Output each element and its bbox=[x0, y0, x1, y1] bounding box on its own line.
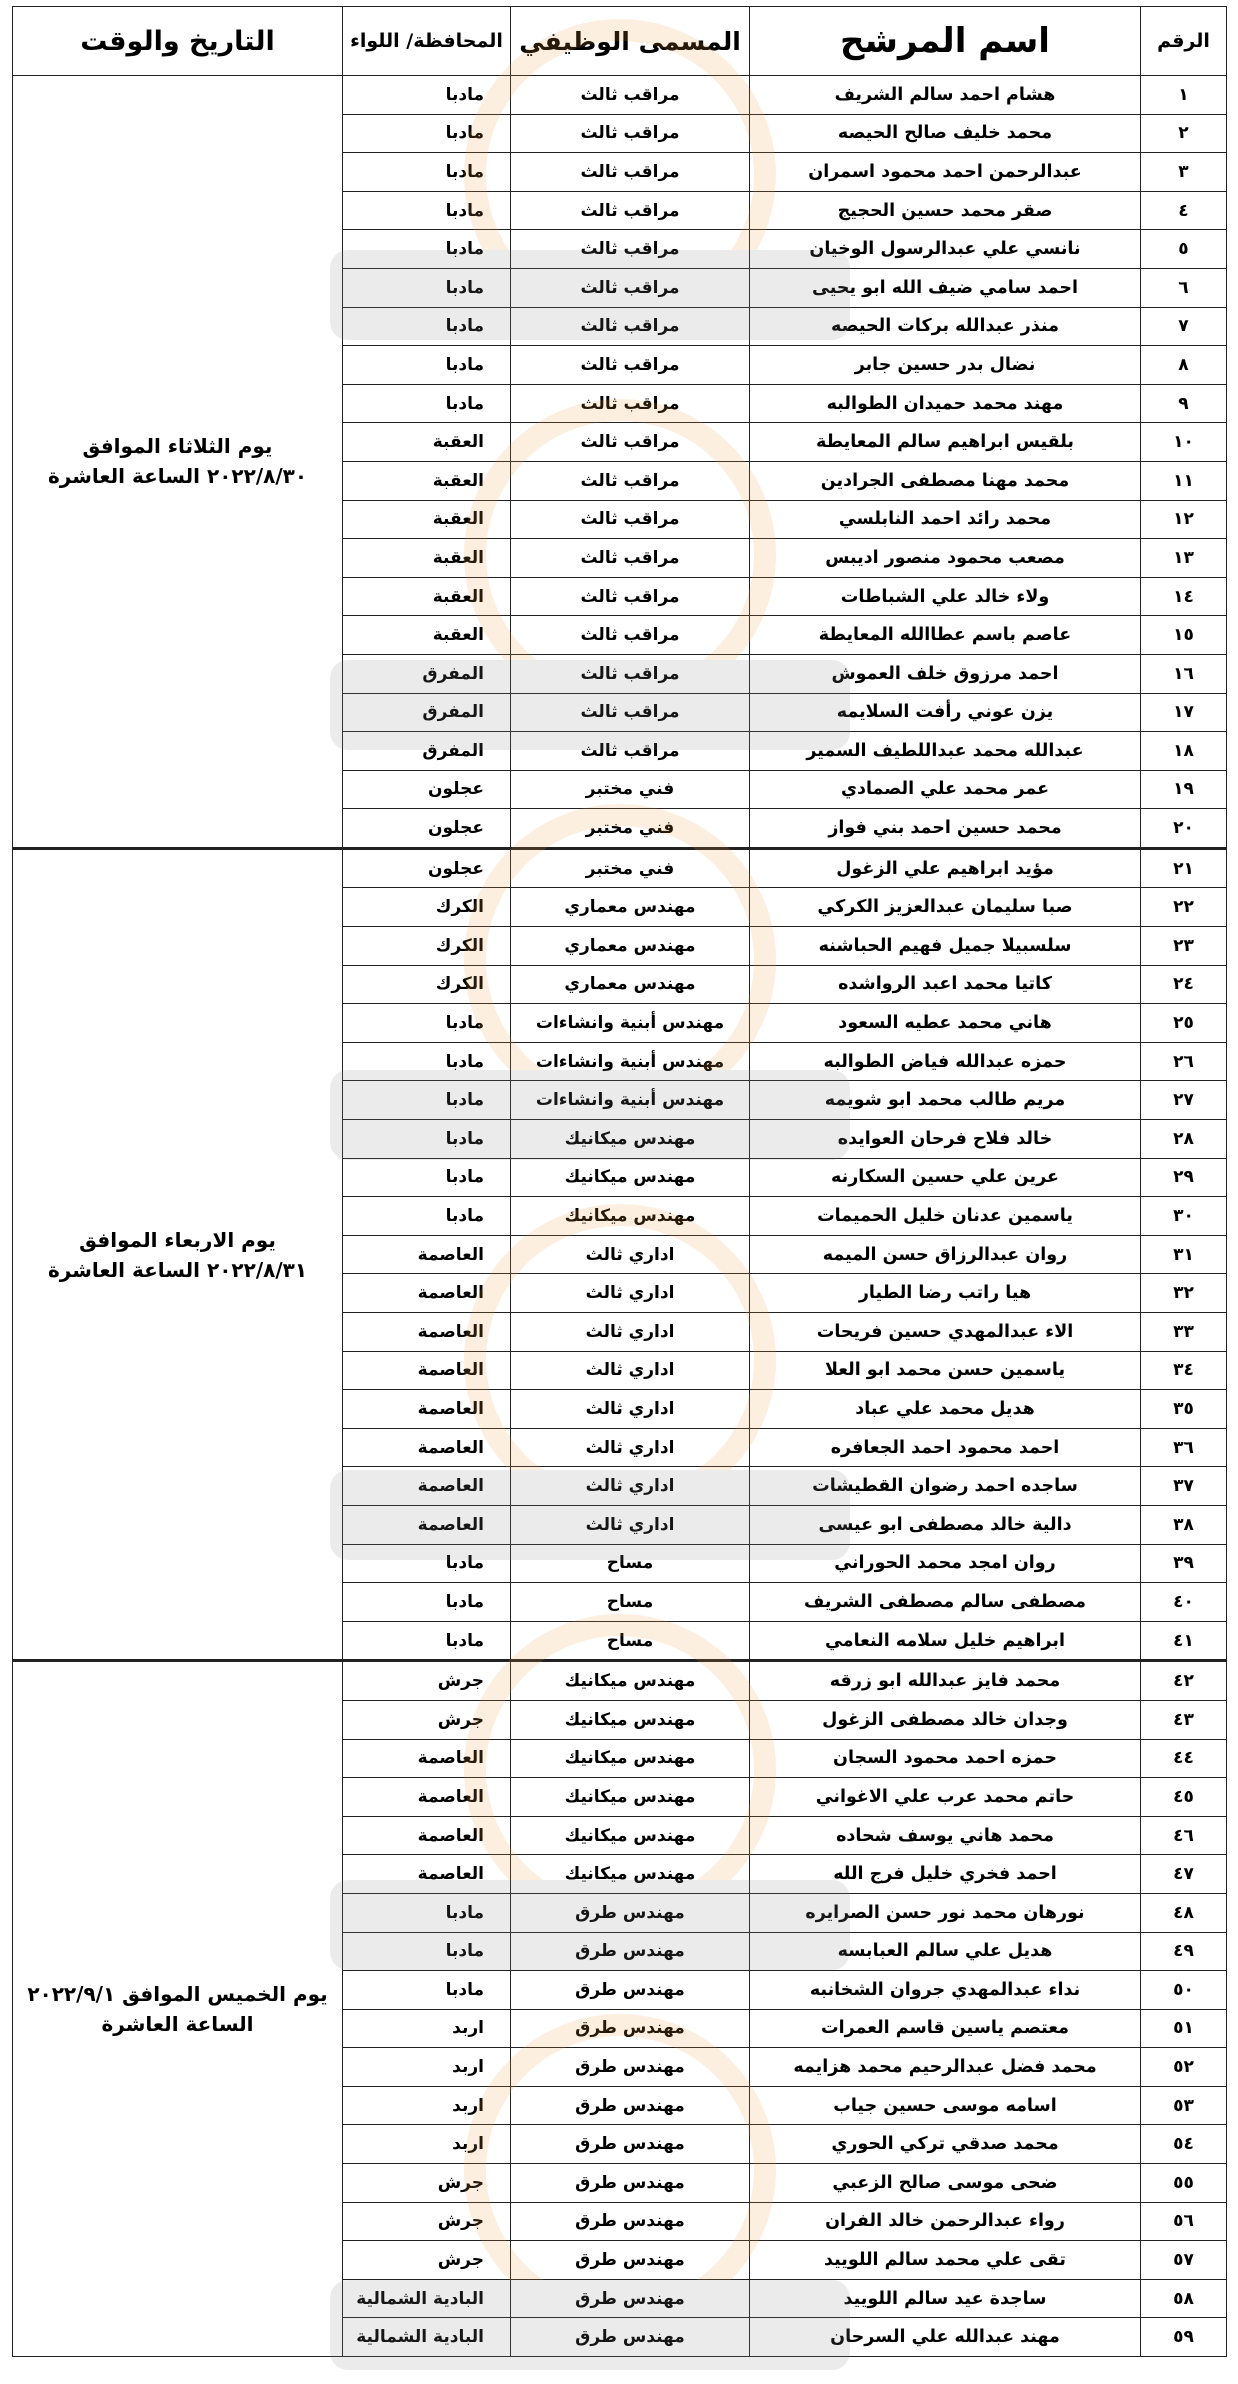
job-title: اداري ثالث bbox=[511, 1390, 750, 1429]
governorate: مادبا bbox=[343, 1621, 511, 1661]
job-title: مهندس أبنية وانشاءات bbox=[511, 1081, 750, 1120]
job-title: مراقب ثالث bbox=[511, 76, 750, 115]
governorate: مادبا bbox=[343, 1081, 511, 1120]
job-title: اداري ثالث bbox=[511, 1428, 750, 1467]
candidate-name: رواء عبدالرحمن خالد الفران bbox=[750, 2202, 1141, 2241]
candidate-name: هاني محمد عطيه السعود bbox=[750, 1004, 1141, 1043]
row-number: ٤٤ bbox=[1141, 1739, 1227, 1778]
table-row bbox=[13, 76, 1227, 115]
governorate: اربد bbox=[343, 2048, 511, 2087]
job-title: مهندس طرق bbox=[511, 1971, 750, 2010]
candidate-name: عاصم باسم عطاالله المعايطة bbox=[750, 616, 1141, 655]
row-number: ٥٨ bbox=[1141, 2279, 1227, 2318]
job-title: مهندس ميكانيك bbox=[511, 1661, 750, 1701]
candidate-name: صبا سليمان عبدالعزيز الكركي bbox=[750, 888, 1141, 927]
candidate-name: محمد خليف صالح الحيصه bbox=[750, 114, 1141, 153]
job-title: مهندس معماري bbox=[511, 927, 750, 966]
governorate: اربد bbox=[343, 2086, 511, 2125]
job-title: مهندس طرق bbox=[511, 2009, 750, 2048]
job-title: مراقب ثالث bbox=[511, 268, 750, 307]
row-number: ٣٨ bbox=[1141, 1505, 1227, 1544]
governorate: جرش bbox=[343, 2164, 511, 2203]
candidate-name: بلقيس ابراهيم سالم المعايطة bbox=[750, 423, 1141, 462]
governorate: مادبا bbox=[343, 1544, 511, 1583]
row-number: ١٩ bbox=[1141, 770, 1227, 809]
job-title: مراقب ثالث bbox=[511, 307, 750, 346]
governorate: العاصمة bbox=[343, 1855, 511, 1894]
row-number: ٤٧ bbox=[1141, 1855, 1227, 1894]
candidate-name: ساجدة عيد سالم اللوييد bbox=[750, 2279, 1141, 2318]
job-title: اداري ثالث bbox=[511, 1235, 750, 1274]
candidate-name: ضحى موسى صالح الزعبي bbox=[750, 2164, 1141, 2203]
job-title: اداري ثالث bbox=[511, 1467, 750, 1506]
candidate-name: محمد فايز عبدالله ابو زرقه bbox=[750, 1661, 1141, 1701]
job-title: مهندس ميكانيك bbox=[511, 1120, 750, 1159]
job-title: اداري ثالث bbox=[511, 1351, 750, 1390]
candidate-name: محمد حسين احمد بني فواز bbox=[750, 809, 1141, 849]
governorate: العاصمة bbox=[343, 1428, 511, 1467]
row-number: ١٨ bbox=[1141, 732, 1227, 771]
candidate-name: يزن عوني رأفت السلايمه bbox=[750, 693, 1141, 732]
job-title: مراقب ثالث bbox=[511, 346, 750, 385]
candidate-name: مصعب محمود منصور اديبس bbox=[750, 539, 1141, 578]
row-number: ٤ bbox=[1141, 191, 1227, 230]
governorate: الكرك bbox=[343, 927, 511, 966]
candidate-name: محمد صدقي تركي الحوري bbox=[750, 2125, 1141, 2164]
governorate: مادبا bbox=[343, 1197, 511, 1236]
exam-date-time bbox=[13, 1661, 343, 2357]
candidate-name: احمد مرزوق خلف العموش bbox=[750, 654, 1141, 693]
job-title: مراقب ثالث bbox=[511, 500, 750, 539]
row-number: ٥٣ bbox=[1141, 2086, 1227, 2125]
candidate-name: محمد فضل عبدالرحيم محمد هزايمه bbox=[750, 2048, 1141, 2087]
governorate: الكرك bbox=[343, 965, 511, 1004]
row-number: ٣٥ bbox=[1141, 1390, 1227, 1429]
candidate-name: عبدالرحمن احمد محمود اسمران bbox=[750, 153, 1141, 192]
row-number: ٢٦ bbox=[1141, 1042, 1227, 1081]
job-title: مراقب ثالث bbox=[511, 654, 750, 693]
header-date-time: التاريخ والوقت bbox=[13, 7, 343, 76]
governorate: العاصمة bbox=[343, 1778, 511, 1817]
governorate: المفرق bbox=[343, 654, 511, 693]
job-title: مراقب ثالث bbox=[511, 693, 750, 732]
candidate-name: صقر محمد حسين الحجيج bbox=[750, 191, 1141, 230]
candidate-name: خالد فلاح فرحان العوايده bbox=[750, 1120, 1141, 1159]
row-number: ١٥ bbox=[1141, 616, 1227, 655]
row-number: ٥٢ bbox=[1141, 2048, 1227, 2087]
row-number: ٢ bbox=[1141, 114, 1227, 153]
row-number: ٥٥ bbox=[1141, 2164, 1227, 2203]
governorate: مادبا bbox=[343, 1042, 511, 1081]
job-title: مهندس ميكانيك bbox=[511, 1158, 750, 1197]
job-title: مساح bbox=[511, 1544, 750, 1583]
governorate: العقبة bbox=[343, 461, 511, 500]
exam-date-line-2: ٢٠٢٢/٨/٣١ الساعة العاشرة bbox=[47, 1257, 308, 1282]
row-number: ١٢ bbox=[1141, 500, 1227, 539]
candidate-name: محمد هاني يوسف شحاده bbox=[750, 1816, 1141, 1855]
candidate-name: مؤيد ابراهيم علي الزغول bbox=[750, 848, 1141, 888]
row-number: ٢٨ bbox=[1141, 1120, 1227, 1159]
governorate: المفرق bbox=[343, 693, 511, 732]
candidate-name: روان امجد محمد الحوراني bbox=[750, 1544, 1141, 1583]
job-title: مهندس طرق bbox=[511, 2164, 750, 2203]
governorate: العقبة bbox=[343, 539, 511, 578]
job-title: مهندس طرق bbox=[511, 2086, 750, 2125]
governorate: العقبة bbox=[343, 616, 511, 655]
governorate: العقبة bbox=[343, 577, 511, 616]
candidate-name: الاء عبدالمهدي حسين فريحات bbox=[750, 1313, 1141, 1352]
governorate: العاصمة bbox=[343, 1467, 511, 1506]
candidate-name: مصطفى سالم مصطفى الشريف bbox=[750, 1583, 1141, 1622]
job-title: فني مختبر bbox=[511, 770, 750, 809]
job-title: مهندس طرق bbox=[511, 2241, 750, 2280]
row-number: ١١ bbox=[1141, 461, 1227, 500]
governorate: مادبا bbox=[343, 1583, 511, 1622]
candidate-name: مهند عبدالله علي السرحان bbox=[750, 2318, 1141, 2357]
candidate-name: مهند محمد حميدان الطوالبه bbox=[750, 384, 1141, 423]
candidates-document bbox=[12, 6, 1226, 2376]
job-title: اداري ثالث bbox=[511, 1313, 750, 1352]
candidate-name: نانسي علي عبدالرسول الوخيان bbox=[750, 230, 1141, 269]
exam-date-time bbox=[13, 848, 343, 1660]
job-title: مهندس معماري bbox=[511, 888, 750, 927]
row-number: ١٦ bbox=[1141, 654, 1227, 693]
governorate: مادبا bbox=[343, 191, 511, 230]
exam-date-line-2: الساعة العاشرة bbox=[101, 2012, 254, 2037]
governorate: المفرق bbox=[343, 732, 511, 771]
job-title: مراقب ثالث bbox=[511, 616, 750, 655]
job-title: مهندس ميكانيك bbox=[511, 1739, 750, 1778]
job-title: مراقب ثالث bbox=[511, 384, 750, 423]
governorate: مادبا bbox=[343, 114, 511, 153]
candidate-name: هشام احمد سالم الشريف bbox=[750, 76, 1141, 115]
row-number: ٢٧ bbox=[1141, 1081, 1227, 1120]
job-title: مراقب ثالث bbox=[511, 577, 750, 616]
candidate-name: نداء عبدالمهدي جروان الشخانبه bbox=[750, 1971, 1141, 2010]
exam-date-line-1: يوم الثلاثاء الموافق bbox=[82, 434, 273, 459]
governorate: مادبا bbox=[343, 76, 511, 115]
row-number: ٣٣ bbox=[1141, 1313, 1227, 1352]
candidate-name: كاتيا محمد اعبد الرواشده bbox=[750, 965, 1141, 1004]
row-number: ٥٧ bbox=[1141, 2241, 1227, 2280]
candidate-name: نضال بدر حسين جابر bbox=[750, 346, 1141, 385]
row-number: ٤١ bbox=[1141, 1621, 1227, 1661]
governorate: جرش bbox=[343, 1661, 511, 1701]
job-title: مهندس طرق bbox=[511, 1932, 750, 1971]
governorate: العاصمة bbox=[343, 1274, 511, 1313]
job-title: مهندس أبنية وانشاءات bbox=[511, 1042, 750, 1081]
row-number: ١٧ bbox=[1141, 693, 1227, 732]
candidate-name: ولاء خالد علي الشباطات bbox=[750, 577, 1141, 616]
row-number: ٣٠ bbox=[1141, 1197, 1227, 1236]
job-title: مهندس طرق bbox=[511, 2202, 750, 2241]
row-number: ٣٧ bbox=[1141, 1467, 1227, 1506]
row-number: ٥٠ bbox=[1141, 1971, 1227, 2010]
candidate-name: ابراهيم خليل سلامه النعامي bbox=[750, 1621, 1141, 1661]
row-number: ٢٥ bbox=[1141, 1004, 1227, 1043]
candidate-name: احمد محمود احمد الجعافره bbox=[750, 1428, 1141, 1467]
job-title: مراقب ثالث bbox=[511, 114, 750, 153]
governorate: مادبا bbox=[343, 1893, 511, 1932]
governorate: الكرك bbox=[343, 888, 511, 927]
candidate-name: عرين علي حسين السكارنه bbox=[750, 1158, 1141, 1197]
candidate-name: حمزه احمد محمود السجان bbox=[750, 1739, 1141, 1778]
job-title: مراقب ثالث bbox=[511, 230, 750, 269]
job-title: مراقب ثالث bbox=[511, 191, 750, 230]
row-number: ٣٢ bbox=[1141, 1274, 1227, 1313]
table-row bbox=[13, 1661, 1227, 1701]
job-title: مهندس طرق bbox=[511, 2048, 750, 2087]
governorate: العقبة bbox=[343, 423, 511, 462]
governorate: اربد bbox=[343, 2125, 511, 2164]
job-title: مهندس ميكانيك bbox=[511, 1855, 750, 1894]
job-title: مهندس أبنية وانشاءات bbox=[511, 1004, 750, 1043]
governorate: عجلون bbox=[343, 770, 511, 809]
governorate: مادبا bbox=[343, 346, 511, 385]
job-title: مراقب ثالث bbox=[511, 461, 750, 500]
governorate: العاصمة bbox=[343, 1351, 511, 1390]
governorate: اربد bbox=[343, 2009, 511, 2048]
row-number: ٢٩ bbox=[1141, 1158, 1227, 1197]
row-number: ٣٩ bbox=[1141, 1544, 1227, 1583]
governorate: مادبا bbox=[343, 307, 511, 346]
job-title: مهندس ميكانيك bbox=[511, 1197, 750, 1236]
job-title: فني مختبر bbox=[511, 809, 750, 849]
row-number: ٤٠ bbox=[1141, 1583, 1227, 1622]
governorate: جرش bbox=[343, 2202, 511, 2241]
job-title: مساح bbox=[511, 1583, 750, 1622]
governorate: جرش bbox=[343, 2241, 511, 2280]
job-title: مهندس طرق bbox=[511, 2318, 750, 2357]
exam-date-time bbox=[13, 76, 343, 849]
job-title: مهندس ميكانيك bbox=[511, 1778, 750, 1817]
governorate: مادبا bbox=[343, 153, 511, 192]
candidate-name: تقى علي محمد سالم اللوييد bbox=[750, 2241, 1141, 2280]
governorate: البادية الشمالية bbox=[343, 2318, 511, 2357]
row-number: ٣١ bbox=[1141, 1235, 1227, 1274]
row-number: ٤٢ bbox=[1141, 1661, 1227, 1701]
governorate: مادبا bbox=[343, 1971, 511, 2010]
candidate-name: محمد رائد احمد النابلسي bbox=[750, 500, 1141, 539]
governorate: مادبا bbox=[343, 268, 511, 307]
row-number: ٢٣ bbox=[1141, 927, 1227, 966]
candidate-name: حاتم محمد عرب علي الاغواني bbox=[750, 1778, 1141, 1817]
row-number: ٢٢ bbox=[1141, 888, 1227, 927]
row-number: ٤٦ bbox=[1141, 1816, 1227, 1855]
row-number: ١٤ bbox=[1141, 577, 1227, 616]
job-title: مهندس ميكانيك bbox=[511, 1816, 750, 1855]
header-number: الرقم bbox=[1141, 7, 1227, 76]
governorate: مادبا bbox=[343, 230, 511, 269]
row-number: ٢١ bbox=[1141, 848, 1227, 888]
exam-date-line-2: ٢٠٢٢/٨/٣٠ الساعة العاشرة bbox=[47, 464, 308, 489]
row-number: ٣٦ bbox=[1141, 1428, 1227, 1467]
row-number: ٣ bbox=[1141, 153, 1227, 192]
governorate: العاصمة bbox=[343, 1313, 511, 1352]
job-title: مهندس طرق bbox=[511, 1893, 750, 1932]
candidate-name: ساجده احمد رضوان القطيشات bbox=[750, 1467, 1141, 1506]
candidate-name: منذر عبدالله بركات الحيصه bbox=[750, 307, 1141, 346]
table-body bbox=[13, 76, 1227, 2357]
job-title: اداري ثالث bbox=[511, 1274, 750, 1313]
exam-date-line-1: يوم الخميس الموافق ٢٠٢٢/٩/١ bbox=[27, 1982, 328, 2007]
job-title: مهندس طرق bbox=[511, 2279, 750, 2318]
candidate-name: محمد مهنا مصطفى الجرادين bbox=[750, 461, 1141, 500]
candidate-name: سلسبيلا جميل فهيم الحباشنه bbox=[750, 927, 1141, 966]
governorate: العاصمة bbox=[343, 1816, 511, 1855]
candidate-name: هيا راتب رضا الطيار bbox=[750, 1274, 1141, 1313]
candidate-name: وجدان خالد مصطفى الزغول bbox=[750, 1700, 1141, 1739]
job-title: مراقب ثالث bbox=[511, 423, 750, 462]
job-title: مراقب ثالث bbox=[511, 539, 750, 578]
governorate: مادبا bbox=[343, 1120, 511, 1159]
governorate: مادبا bbox=[343, 384, 511, 423]
row-number: ٥ bbox=[1141, 230, 1227, 269]
governorate: العقبة bbox=[343, 500, 511, 539]
candidate-name: معتصم ياسين قاسم العمرات bbox=[750, 2009, 1141, 2048]
governorate: العاصمة bbox=[343, 1739, 511, 1778]
header-candidate-name: اسم المرشح bbox=[750, 7, 1141, 76]
candidate-name: هديل محمد علي عباد bbox=[750, 1390, 1141, 1429]
candidate-name: احمد فخري خليل فرج الله bbox=[750, 1855, 1141, 1894]
row-number: ١٣ bbox=[1141, 539, 1227, 578]
governorate: عجلون bbox=[343, 809, 511, 849]
candidate-name: نورهان محمد نور حسن الصرايره bbox=[750, 1893, 1141, 1932]
candidate-name: احمد سامي ضيف الله ابو يحيى bbox=[750, 268, 1141, 307]
row-number: ٥٩ bbox=[1141, 2318, 1227, 2357]
candidate-name: هديل علي سالم العبابسه bbox=[750, 1932, 1141, 1971]
job-title: مهندس ميكانيك bbox=[511, 1700, 750, 1739]
candidate-name: اسامه موسى حسين جياب bbox=[750, 2086, 1141, 2125]
candidate-name: ياسمين حسن محمد ابو العلا bbox=[750, 1351, 1141, 1390]
exam-date-line-1: يوم الاربعاء الموافق bbox=[79, 1227, 276, 1252]
row-number: ٥٦ bbox=[1141, 2202, 1227, 2241]
header-governorate: المحافظة/ اللواء bbox=[343, 7, 511, 76]
candidate-name: حمزه عبدالله فياض الطوالبه bbox=[750, 1042, 1141, 1081]
governorate: العاصمة bbox=[343, 1390, 511, 1429]
candidate-name: دالية خالد مصطفى ابو عيسى bbox=[750, 1505, 1141, 1544]
job-title: اداري ثالث bbox=[511, 1505, 750, 1544]
job-title: مراقب ثالث bbox=[511, 153, 750, 192]
row-number: ٣٤ bbox=[1141, 1351, 1227, 1390]
governorate: البادية الشمالية bbox=[343, 2279, 511, 2318]
job-title: فني مختبر bbox=[511, 848, 750, 888]
row-number: ١ bbox=[1141, 76, 1227, 115]
row-number: ٤٨ bbox=[1141, 1893, 1227, 1932]
candidate-name: عمر محمد علي الصمادي bbox=[750, 770, 1141, 809]
row-number: ٥٤ bbox=[1141, 2125, 1227, 2164]
governorate: عجلون bbox=[343, 848, 511, 888]
job-title: مراقب ثالث bbox=[511, 732, 750, 771]
governorate: مادبا bbox=[343, 1158, 511, 1197]
governorate: العاصمة bbox=[343, 1235, 511, 1274]
table-header-row bbox=[13, 7, 1227, 76]
job-title: مهندس طرق bbox=[511, 2125, 750, 2164]
row-number: ٧ bbox=[1141, 307, 1227, 346]
governorate: جرش bbox=[343, 1700, 511, 1739]
candidate-name: روان عبدالرزاق حسن الميمه bbox=[750, 1235, 1141, 1274]
candidate-name: عبدالله محمد عبداللطيف السمير bbox=[750, 732, 1141, 771]
candidates-table bbox=[12, 6, 1227, 2357]
row-number: ٤٣ bbox=[1141, 1700, 1227, 1739]
job-title: مهندس معماري bbox=[511, 965, 750, 1004]
row-number: ٤٩ bbox=[1141, 1932, 1227, 1971]
row-number: ٨ bbox=[1141, 346, 1227, 385]
governorate: مادبا bbox=[343, 1932, 511, 1971]
row-number: ٢٠ bbox=[1141, 809, 1227, 849]
header-job-title: المسمى الوظيفي bbox=[511, 7, 750, 76]
row-number: ٢٤ bbox=[1141, 965, 1227, 1004]
candidate-name: ياسمين عدنان خليل الحميمات bbox=[750, 1197, 1141, 1236]
governorate: العاصمة bbox=[343, 1505, 511, 1544]
table-row bbox=[13, 848, 1227, 888]
row-number: ١٠ bbox=[1141, 423, 1227, 462]
job-title: مساح bbox=[511, 1621, 750, 1661]
row-number: ٥١ bbox=[1141, 2009, 1227, 2048]
row-number: ٤٥ bbox=[1141, 1778, 1227, 1817]
governorate: مادبا bbox=[343, 1004, 511, 1043]
row-number: ٩ bbox=[1141, 384, 1227, 423]
candidate-name: مريم طالب محمد ابو شويمه bbox=[750, 1081, 1141, 1120]
row-number: ٦ bbox=[1141, 268, 1227, 307]
